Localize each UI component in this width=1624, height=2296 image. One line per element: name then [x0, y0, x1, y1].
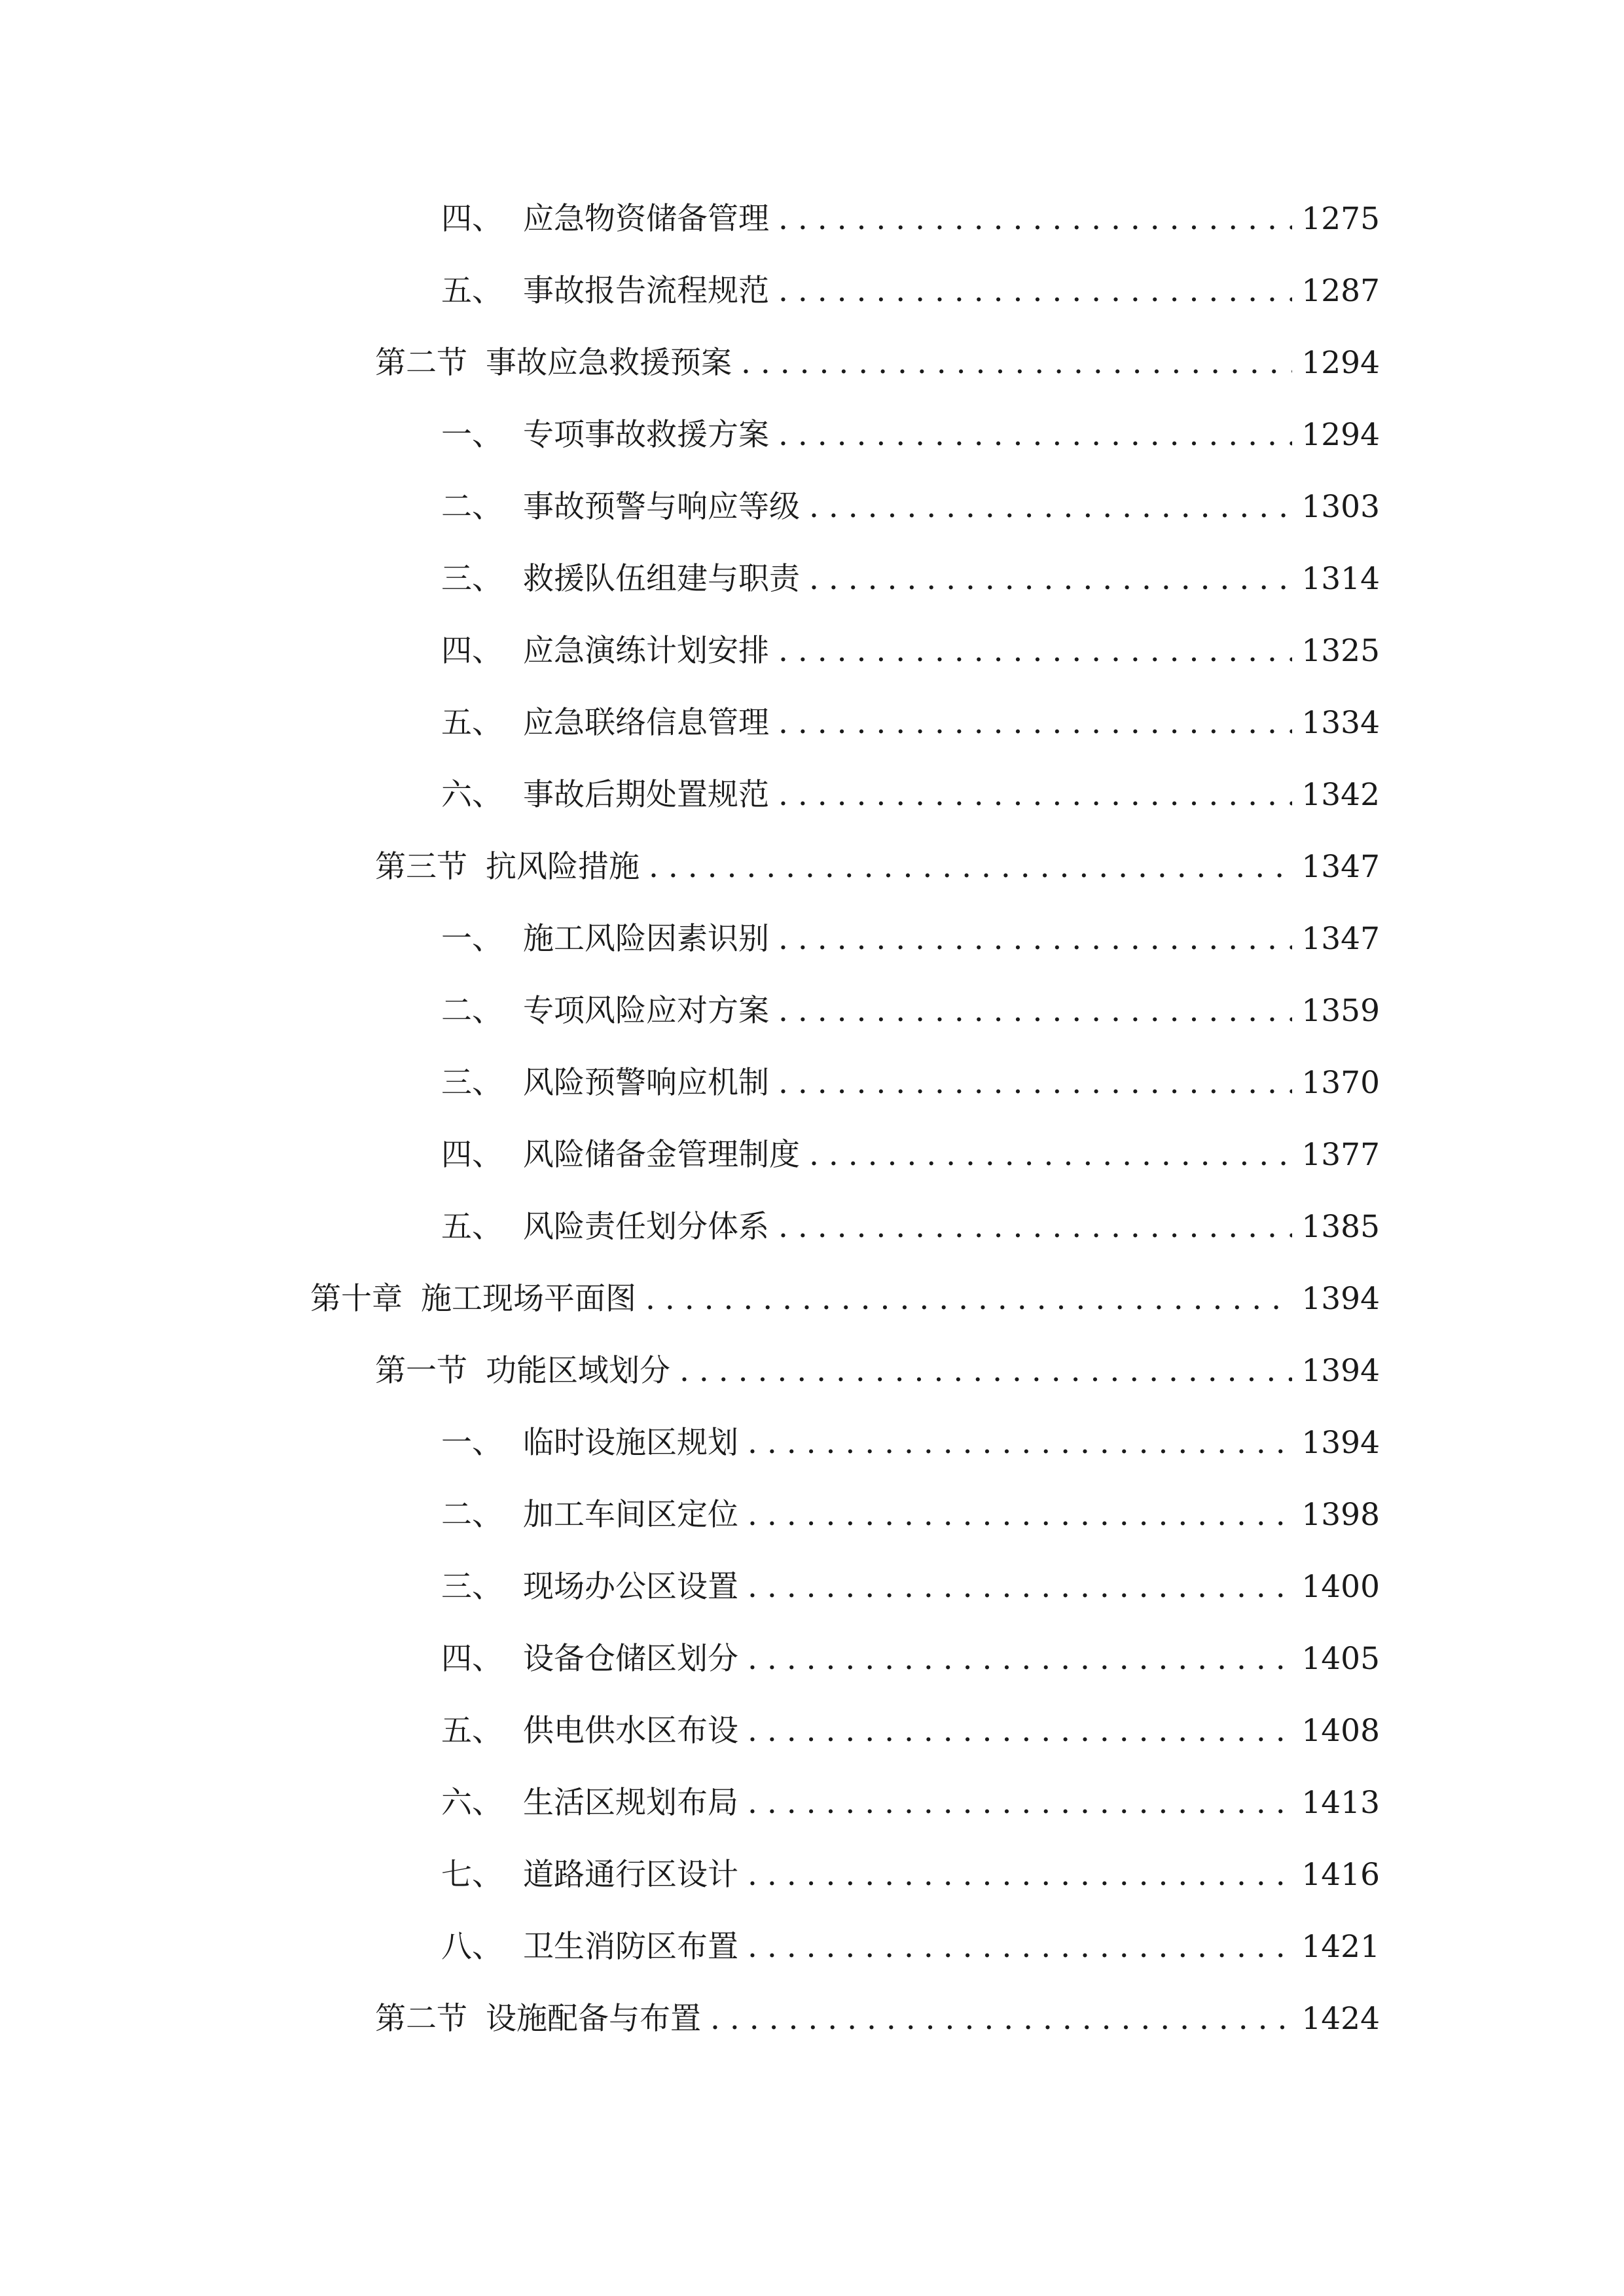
- dot-leader: [748, 1420, 1292, 1466]
- toc-entry[interactable]: [441, 700, 1380, 746]
- dot-leader: [778, 916, 1292, 962]
- toc-entry-page: 1398: [1301, 1497, 1380, 1533]
- toc-entry-title: 应急联络信息管理: [523, 705, 769, 741]
- toc-entry[interactable]: [441, 196, 1380, 242]
- toc-entry-number: 六、: [441, 777, 503, 813]
- toc-entry-title: 道路通行区设计: [523, 1857, 738, 1893]
- toc-entry-number: 第三节: [375, 849, 467, 885]
- dot-leader: [748, 1708, 1292, 1754]
- dot-leader: [809, 1132, 1292, 1178]
- toc-entry-page: 1294: [1301, 345, 1380, 381]
- toc-entry-page: 1347: [1301, 849, 1380, 885]
- toc-entry-number: 八、: [441, 1929, 503, 1965]
- toc-entry-title: 功能区域划分: [486, 1353, 670, 1389]
- toc-entry-number: 一、: [441, 921, 503, 957]
- toc-entry-page: 1400: [1301, 1569, 1380, 1605]
- toc-entry[interactable]: [441, 1708, 1380, 1754]
- toc-entry[interactable]: [441, 1132, 1380, 1178]
- toc-entry-number: 七、: [441, 1857, 503, 1893]
- toc-entry-page: 1424: [1301, 2001, 1380, 2037]
- toc-entry[interactable]: [441, 556, 1380, 602]
- dot-leader: [710, 1996, 1292, 2042]
- toc-entry-page: 1385: [1301, 1209, 1380, 1245]
- toc-entry[interactable]: [441, 1420, 1380, 1466]
- dot-leader: [778, 772, 1292, 818]
- dot-leader: [778, 412, 1292, 458]
- toc-entry[interactable]: [375, 1996, 1380, 2042]
- toc-entry-number: 第一节: [375, 1353, 467, 1389]
- toc-entry-title: 风险责任划分体系: [523, 1209, 769, 1245]
- dot-leader: [778, 196, 1292, 242]
- toc-entry-number: 三、: [441, 1569, 503, 1605]
- toc-entry-title: 专项事故救援方案: [523, 417, 769, 453]
- toc-entry-title: 事故报告流程规范: [523, 273, 769, 309]
- toc-entry-number: 一、: [441, 1425, 503, 1461]
- dot-leader: [809, 484, 1292, 530]
- dot-leader: [645, 1276, 1292, 1322]
- toc-entry-title: 事故预警与响应等级: [523, 489, 800, 525]
- toc-entry-number: 四、: [441, 201, 503, 237]
- toc-entry-page: 1347: [1301, 921, 1380, 957]
- toc-entry-page: 1325: [1301, 633, 1380, 669]
- toc-entry-title: 风险储备金管理制度: [523, 1137, 800, 1173]
- toc-entry-title: 临时设施区规划: [523, 1425, 738, 1461]
- toc-entry-number: 三、: [441, 561, 503, 597]
- dot-leader: [778, 1204, 1292, 1250]
- toc-entry[interactable]: [375, 340, 1380, 386]
- toc-entry-number: 第十章: [310, 1281, 403, 1317]
- toc-entry-number: 第二节: [375, 345, 467, 381]
- dot-leader: [778, 628, 1292, 674]
- toc-entry-page: 1405: [1301, 1641, 1380, 1677]
- dot-leader: [809, 556, 1292, 602]
- toc-entry-title: 设施配备与布置: [486, 2001, 701, 2037]
- toc-entry[interactable]: [441, 916, 1380, 962]
- dot-leader: [649, 844, 1292, 890]
- dot-leader: [748, 1780, 1292, 1826]
- toc-entry-number: 第二节: [375, 2001, 467, 2037]
- dot-leader: [748, 1492, 1292, 1538]
- toc-entry[interactable]: [441, 1564, 1380, 1610]
- toc-entry-number: 五、: [441, 705, 503, 741]
- toc-entry-page: 1394: [1301, 1281, 1380, 1317]
- toc-entry-title: 现场办公区设置: [523, 1569, 738, 1605]
- toc-entry-page: 1413: [1301, 1785, 1380, 1821]
- toc-entry-number: 三、: [441, 1065, 503, 1101]
- toc-entry[interactable]: [441, 1780, 1380, 1826]
- toc-entry[interactable]: [441, 1636, 1380, 1682]
- toc-entry[interactable]: [375, 844, 1380, 890]
- toc-entry[interactable]: [441, 412, 1380, 458]
- toc-entry[interactable]: [441, 1060, 1380, 1106]
- dot-leader: [778, 988, 1292, 1034]
- toc-entry[interactable]: [375, 1348, 1380, 1394]
- toc-entry-title: 卫生消防区布置: [523, 1929, 738, 1965]
- toc-entry-title: 风险预警响应机制: [523, 1065, 769, 1101]
- dot-leader: [778, 1060, 1292, 1106]
- dot-leader: [778, 268, 1292, 314]
- toc-entry[interactable]: [310, 1276, 1380, 1322]
- toc-entry[interactable]: [441, 484, 1380, 530]
- dot-leader: [679, 1348, 1292, 1394]
- dot-leader: [748, 1924, 1292, 1970]
- toc-entry-page: 1342: [1301, 777, 1380, 813]
- toc-entry-number: 五、: [441, 273, 503, 309]
- toc-entry-number: 五、: [441, 1713, 503, 1749]
- toc-entry-page: 1370: [1301, 1065, 1380, 1101]
- toc-entry-title: 应急物资储备管理: [523, 201, 769, 237]
- toc-entry-title: 事故后期处置规范: [523, 777, 769, 813]
- toc-entry-page: 1303: [1301, 489, 1380, 525]
- toc-entry-title: 抗风险措施: [486, 849, 640, 885]
- toc-entry[interactable]: [441, 772, 1380, 818]
- toc-entry-title: 事故应急救援预案: [486, 345, 732, 381]
- toc-entry[interactable]: [441, 1492, 1380, 1538]
- toc-entry-number: 二、: [441, 489, 503, 525]
- toc-entry-title: 救援队伍组建与职责: [523, 561, 800, 597]
- toc-entry-title: 加工车间区定位: [523, 1497, 738, 1533]
- dot-leader: [748, 1636, 1292, 1682]
- toc-entry-page: 1275: [1301, 201, 1380, 237]
- toc-entry-title: 生活区规划布局: [523, 1785, 738, 1821]
- toc-entry[interactable]: [441, 628, 1380, 674]
- toc-entry-page: 1416: [1301, 1857, 1380, 1893]
- toc-entry-number: 四、: [441, 633, 503, 669]
- toc-entry-number: 五、: [441, 1209, 503, 1245]
- toc-entry-number: 四、: [441, 1137, 503, 1173]
- toc-entry-number: 二、: [441, 1497, 503, 1533]
- toc-entry-number: 二、: [441, 993, 503, 1029]
- toc-entry[interactable]: [441, 988, 1380, 1034]
- toc-entry-page: 1334: [1301, 705, 1380, 741]
- dot-leader: [778, 700, 1292, 746]
- toc-entry-title: 应急演练计划安排: [523, 633, 769, 669]
- toc-entry-page: 1287: [1301, 273, 1380, 309]
- toc-entry-number: 一、: [441, 417, 503, 453]
- toc-entry[interactable]: [441, 1852, 1380, 1898]
- toc-entry-page: 1359: [1301, 993, 1380, 1029]
- toc-entry-number: 六、: [441, 1785, 503, 1821]
- toc-entry-page: 1394: [1301, 1353, 1380, 1389]
- toc-entry-number: 四、: [441, 1641, 503, 1677]
- toc-entry-page: 1377: [1301, 1137, 1380, 1173]
- toc-entry[interactable]: [441, 268, 1380, 314]
- toc-entry[interactable]: [441, 1204, 1380, 1250]
- toc-entry-title: 施工现场平面图: [421, 1281, 636, 1317]
- toc-entry-page: 1394: [1301, 1425, 1380, 1461]
- dot-leader: [748, 1852, 1292, 1898]
- toc-entry-page: 1421: [1301, 1929, 1380, 1965]
- toc-entry-title: 供电供水区布设: [523, 1713, 738, 1749]
- toc-entry-title: 施工风险因素识别: [523, 921, 769, 957]
- toc-entry-title: 专项风险应对方案: [523, 993, 769, 1029]
- toc-entry-title: 设备仓储区划分: [523, 1641, 738, 1677]
- dot-leader: [741, 340, 1292, 386]
- toc-entry-page: 1314: [1301, 561, 1380, 597]
- toc-entry[interactable]: [441, 1924, 1380, 1970]
- toc-entry-page: 1294: [1301, 417, 1380, 453]
- dot-leader: [748, 1564, 1292, 1610]
- toc-entry-page: 1408: [1301, 1713, 1380, 1749]
